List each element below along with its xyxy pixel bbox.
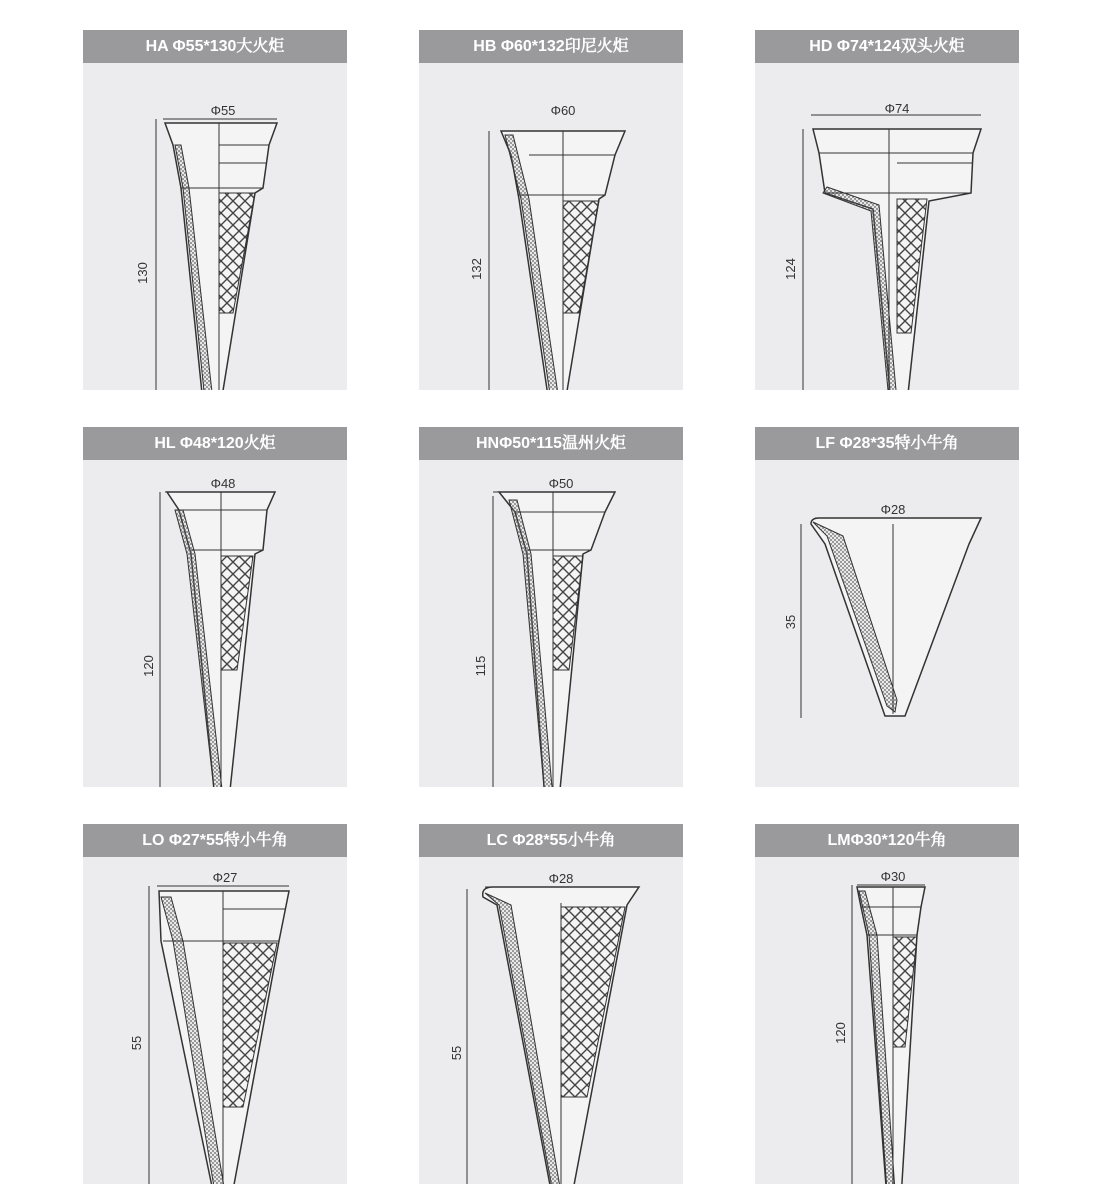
product-title: HD Φ74*124双头火炬	[755, 30, 1019, 63]
height-label: 35	[783, 614, 798, 630]
cone-drawing	[419, 63, 683, 390]
height-label: 55	[129, 1035, 144, 1051]
cone-drawing	[83, 857, 347, 1184]
product-title: LMΦ30*120牛角	[755, 824, 1019, 857]
product-title: HA Φ55*130大火炬	[83, 30, 347, 63]
product-title: LO Φ27*55特小牛角	[83, 824, 347, 857]
product-title: HL Φ48*120火炬	[83, 427, 347, 460]
height-label: 120	[141, 655, 156, 677]
cone-drawing	[755, 63, 1019, 390]
product-card-lc	[419, 824, 683, 1184]
height-label: 124	[783, 258, 798, 280]
diameter-label: Φ74	[884, 101, 910, 116]
cone-drawing	[83, 460, 347, 787]
height-label: 130	[135, 262, 150, 284]
cone-drawing	[83, 63, 347, 390]
product-card-hd	[755, 30, 1019, 390]
cone-drawing	[419, 857, 683, 1184]
waffle-pattern	[561, 907, 625, 1097]
diameter-label: Φ28	[548, 871, 574, 886]
product-card-lm	[755, 824, 1019, 1184]
product-card-hn	[419, 427, 683, 787]
product-title: HB Φ60*132印尼火炬	[419, 30, 683, 63]
cone-drawing	[755, 460, 1019, 787]
diameter-label: Φ28	[880, 502, 906, 517]
diameter-label: Φ55	[210, 103, 236, 118]
product-title: LC Φ28*55小牛角	[419, 824, 683, 857]
height-label: 120	[833, 1022, 848, 1044]
waffle-pattern	[563, 201, 599, 313]
cone-drawing	[755, 857, 1019, 1184]
height-label: 55	[449, 1045, 464, 1061]
diameter-label: Φ60	[550, 103, 576, 118]
diameter-label: Φ30	[880, 869, 906, 884]
product-title: LF Φ28*35特小牛角	[755, 427, 1019, 460]
diameter-label: Φ50	[548, 476, 574, 491]
product-title: HNΦ50*115温州火炬	[419, 427, 683, 460]
product-card-hb	[419, 30, 683, 390]
height-label: 115	[473, 655, 488, 677]
height-label: 132	[469, 258, 484, 280]
diameter-label: Φ48	[210, 476, 236, 491]
product-card-ha	[83, 30, 347, 390]
product-card-hl	[83, 427, 347, 787]
cone-drawing	[419, 460, 683, 787]
diameter-label: Φ27	[212, 870, 238, 885]
waffle-pattern	[553, 556, 583, 670]
product-card-lo	[83, 824, 347, 1184]
product-card-lf	[755, 427, 1019, 787]
